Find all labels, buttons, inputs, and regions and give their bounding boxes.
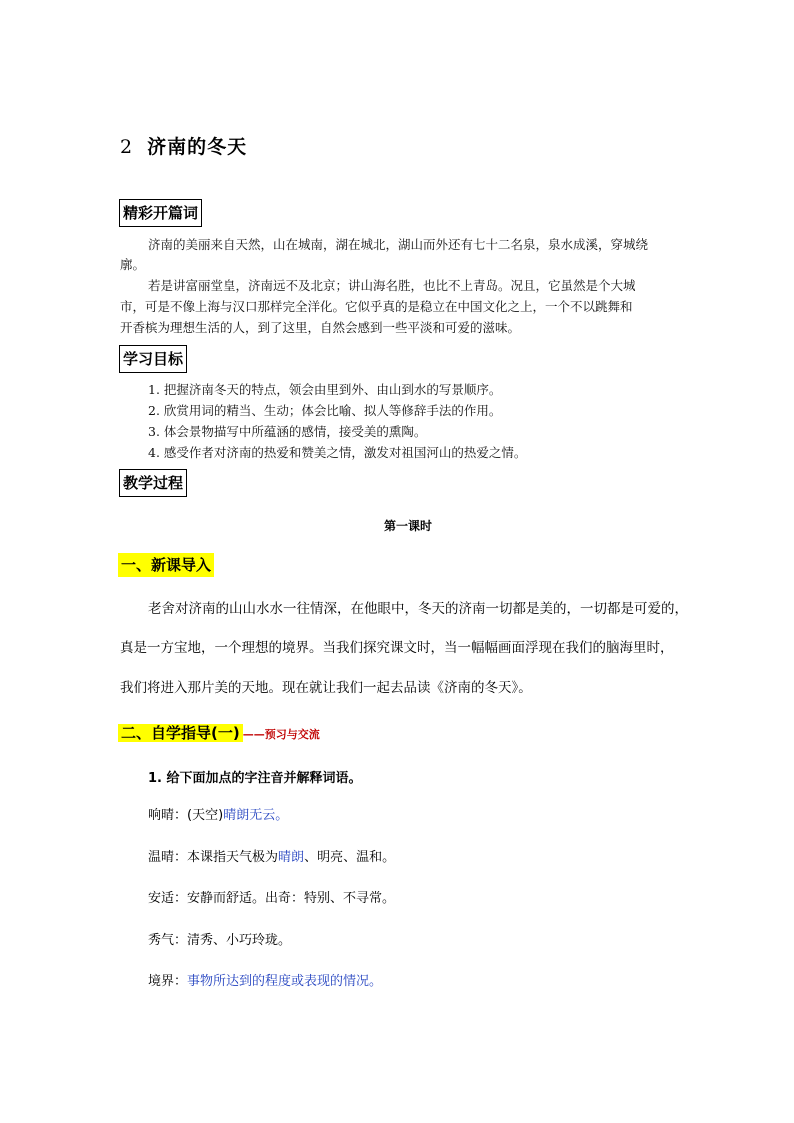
part1-line2: 真是一方宝地，一个理想的境界。当我们探究课文时，当一幅幅画面浮现在我们的脑海里时，	[120, 640, 674, 656]
definition-term: 安适	[148, 891, 175, 906]
definition-suffix: 、明亮、温和。	[304, 850, 396, 865]
part1-line3: 我们将进入那片美的天地。现在就让我们一起去品读《济南的冬天》。	[120, 680, 532, 696]
definition-term: 响晴	[148, 808, 175, 823]
intro-p2-line3: 开香槟为理想生活的人，到了这里，自然会感到一些平淡和可爱的滋味。	[120, 320, 521, 335]
intro-p1-line1: 济南的美丽来自天然，山在城南，湖在城北，湖山而外还有七十二名泉，泉水成溪，穿城绕	[148, 237, 649, 252]
definition-prefix: 清秀、小巧玲珑。	[187, 933, 292, 948]
goals-heading: 学习目标	[119, 345, 187, 373]
title-text: 济南的冬天	[147, 136, 248, 158]
definition-text: 晴朗无云。	[223, 808, 289, 823]
page-title	[120, 132, 247, 159]
definition-prefix: 本课指天气极为	[187, 850, 279, 865]
definition-item	[148, 889, 395, 909]
definition-prefix: 安静而舒适。出奇：特别、不寻常。	[187, 891, 396, 906]
definition-text: 晴朗	[278, 850, 305, 865]
definition-item	[148, 806, 288, 826]
part1-line1: 老舍对济南的山山水水一往情深，在他眼中，冬天的济南一切都是美的，一切都是可爱的，	[148, 601, 688, 617]
definition-term: 秀气	[148, 933, 175, 948]
part2-subheading: ——预习与交流	[242, 728, 320, 741]
question-1: 1. 给下面加点的字注音并解释词语。	[148, 771, 362, 786]
intro-p2-line2: 市，可是不像上海与汉口那样完全洋化。它似乎真的是稳立在中国文化之上，一个不以跳舞和	[120, 299, 633, 314]
definition-prefix: (天空)	[187, 808, 224, 823]
goal-item-1: 1. 把握济南冬天的特点，领会由里到外、由山到水的写景顺序。	[148, 382, 502, 397]
title-number: 2	[120, 136, 134, 158]
part2-heading-row	[118, 721, 320, 745]
definition-term: 温晴	[148, 850, 175, 865]
definition-term: 境界	[148, 974, 175, 989]
definition-sep: ：	[174, 933, 188, 948]
goal-item-4: 4. 感受作者对济南的热爱和赞美之情，激发对祖国河山的热爱之情。	[148, 445, 527, 460]
part1-heading: 一、新课导入	[118, 553, 214, 577]
goal-item-2: 2. 欣赏用词的精当、生动；体会比喻、拟人等修辞手法的作用。	[148, 403, 502, 418]
process-heading: 教学过程	[119, 469, 187, 497]
definition-item	[148, 972, 382, 992]
definition-sep: ：	[174, 808, 188, 823]
intro-p2-line1: 若是讲富丽堂皇，济南远不及北京；讲山海名胜，也比不上青岛。况且，它虽然是个大城	[148, 278, 636, 293]
definition-sep: ：	[174, 974, 188, 989]
definition-item	[148, 848, 395, 868]
definition-sep: ：	[174, 891, 188, 906]
lesson-label: 第一课时	[384, 519, 433, 533]
goal-item-3: 3. 体会景物描写中所蕴涵的感情，接受美的熏陶。	[148, 424, 427, 439]
definition-sep: ：	[174, 850, 188, 865]
intro-heading: 精彩开篇词	[119, 199, 202, 227]
part2-heading: 二、自学指导(一)	[118, 724, 243, 742]
intro-p1-line2: 廓。	[120, 257, 146, 272]
definition-item	[148, 931, 291, 951]
definition-text: 事物所达到的程度或表现的情况。	[187, 974, 383, 989]
